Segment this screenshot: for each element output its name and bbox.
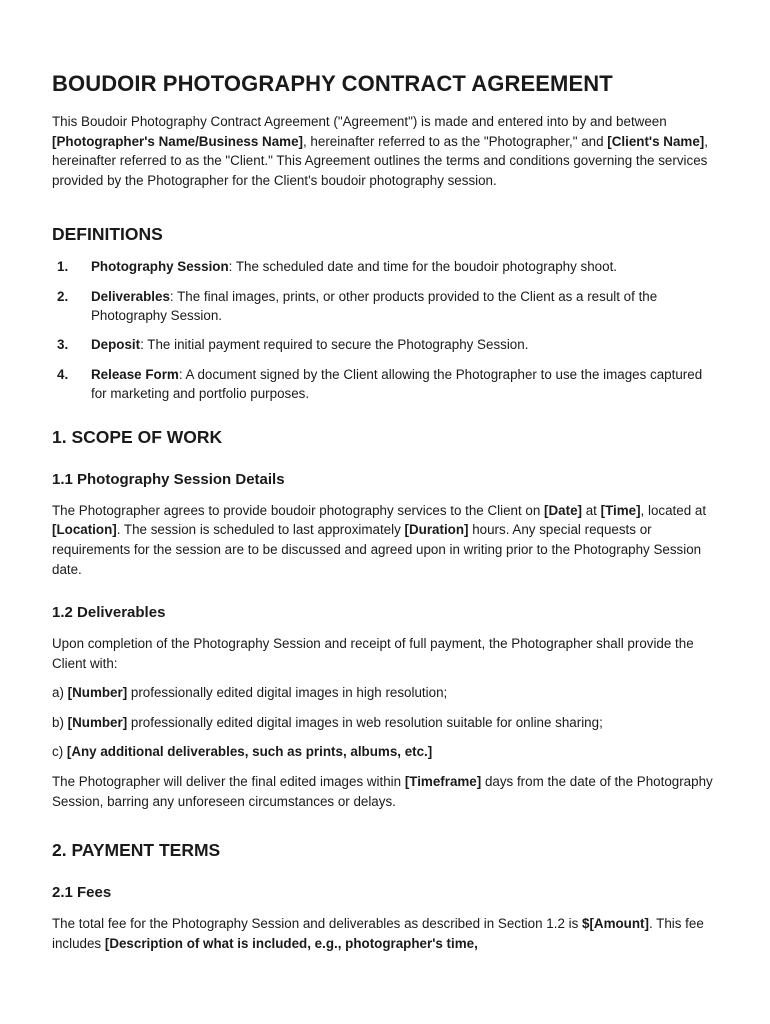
deliverables-intro: Upon completion of the Photography Session and receipt of full payment, the Photographer shall provide the Client with:	[52, 636, 694, 671]
photographer-name-placeholder: [Photographer's Name/Business Name]	[52, 133, 303, 149]
definitions-list	[52, 257, 718, 403]
time-placeholder: [Time]	[600, 502, 641, 518]
intro-paragraph: This Boudoir Photography Contract Agreement ("Agreement") is made and entered into by and between [Photographer's Name/Business Name], hereinafter referred to as the "Photographer," and [Client's Name], hereinafter referred to as the "Client." This Agreement outlines the terms and conditions governing the services provided by the Photographer for the Client's boudoir photography session.	[52, 114, 708, 188]
client-name-placeholder: [Client's Name]	[607, 133, 705, 149]
deliverables-heading: 1.2 Deliverables	[52, 604, 166, 622]
definition-term: Deposit	[91, 337, 141, 353]
date-placeholder: [Date]	[544, 502, 582, 518]
list-item: 3. Deposit: The initial payment required to secure the Photography Session.	[57, 337, 529, 353]
session-details-heading: 1.1 Photography Session Details	[52, 470, 285, 488]
deliverable-a: a) [Number] professionally edited digital images in high resolution;	[52, 685, 448, 701]
timeframe-placeholder: [Timeframe]	[404, 774, 482, 790]
document-title: BOUDOIR PHOTOGRAPHY CONTRACT AGREEMENT	[52, 71, 613, 96]
scope-heading: 1. SCOPE OF WORK	[52, 426, 223, 447]
deliverable-c: c) [Any additional deliverables, such as prints, albums, etc.]	[52, 744, 433, 760]
fee-description-placeholder: [Description of what is included, e.g., photographer's time,	[104, 935, 478, 951]
payment-terms-heading: 2. PAYMENT TERMS	[52, 840, 221, 861]
amount-placeholder: $[Amount]	[582, 916, 649, 932]
fees-heading: 2.1 Fees	[52, 884, 112, 902]
definitions-heading: DEFINITIONS	[52, 224, 163, 245]
location-placeholder: [Location]	[52, 522, 117, 538]
document-page	[52, 70, 718, 963]
definition-term: Release Form	[91, 366, 179, 382]
session-details-paragraph: The Photographer agrees to provide boudoir photography services to the Client on [Date] at [Time], located at [Location]. The session is scheduled to last approximately [Duration] hours. Any special requests or requirements for the session are to be discussed and agreed upon in writing prior to the Photography Session date.	[52, 502, 707, 577]
list-item: 4. Release Form: A document signed by the Client allowing the Photographer to use the images captured for marketing and portfolio purposes.	[57, 366, 703, 402]
deliverable-b: b) [Number] professionally edited digital images in web resolution suitable for online sharing;	[52, 714, 603, 730]
delivery-timeframe-paragraph: The Photographer will deliver the final edited images within [Timeframe] days from the date of the Photography Session, barring any unforeseen circumstances or delays.	[52, 774, 713, 809]
duration-placeholder: [Duration]	[404, 522, 469, 538]
definition-term: Photography Session	[91, 259, 229, 275]
list-item: 1. Photography Session: The scheduled date and time for the boudoir photography shoot.	[57, 259, 618, 275]
definition-term: Deliverables	[91, 288, 170, 304]
list-item: 2. Deliverables: The final images, prints, or other products provided to the Client as a result of the Photography Session.	[57, 288, 658, 324]
fees-paragraph: The total fee for the Photography Session and deliverables as described in Section 1.2 is $[Amount]. This fee includes [Description of what is included, e.g., photographer's time,	[52, 916, 704, 951]
